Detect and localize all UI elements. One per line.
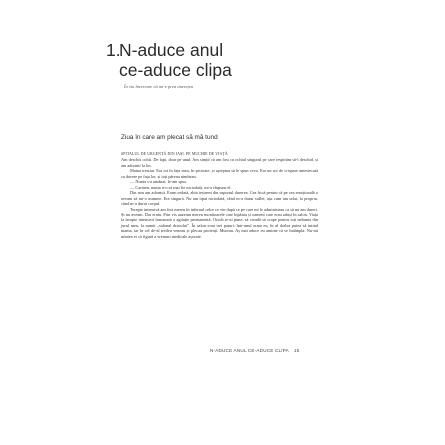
paragraph: — Nunta s-a amânat, le-am spus.: [130, 179, 188, 185]
page-number: 15: [293, 348, 300, 353]
paragraph: — Carmen, nunta n-o să mai fie niciodată, mi-a răspuns el.: [130, 184, 232, 190]
paragraph: Mama trestiar. Era tot în fața mea, în picioare, și așteptau să le spun ceva. Era un soi de crispare amestecată cu durere pe fața lor, și toți păreau nimbeau.: [121, 168, 318, 179]
paragraph: Din nou am adormit. Eram sedată, abia ieșisem din suportul durerea. Cea frică pentru că pe cea emoțională o aveam să mi-o asumez. Era singură. Nu am tipat niciodată, când m-a durut suflet, așa cum am urlat, la propriu, când m-a durut corpul.: [121, 190, 318, 207]
paragraph: [121, 152, 318, 168]
chapter-title-line-1: N-aduce anul: [119, 40, 224, 60]
running-head: N-ADUCE ANUL CE-ADUCE CLIPA: [210, 348, 289, 353]
chapter-number: 1.: [106, 40, 121, 60]
paragraph-text: Am deschis ochii. De fapt, doar pe unul. Am simțit că am fost cu ochiul singurul pe care respirăm să-l deschid, și am adormit la loc.: [121, 157, 318, 168]
chapter-heading: [106, 40, 353, 80]
page-footer: [210, 348, 322, 353]
chapter-title-line-2: ce-aduce clipa: [119, 60, 232, 80]
caps-lead-line: SPITALUL DE URGENȚĂ DIN IAȘI. PE MUCHIE DE VIAȚĂ: [121, 152, 228, 156]
paragraph: Terapie intensivă am fost mereu în infernul celor ce vin după ce pe care mi le administrau ca să nu am dureri. Și nu aveam. Dar eram. Prin vis auzeam mereu monitoarele care bipăiau și oameni care erau aduși în salon. Viața la terapie intensivă înseamnă o agitație permanentă. Oricât te-ai pune, să creadă să scape pentru toți nebunia din jurul meu, la numit „salonul dracului”. În salon erau trei paturi: într-unul eram eu, în al doilea putea să intind mama, iar în cel de-al treilea veneau și plecau pacienți. Mureau. Aș mai aduce eu aminte că se întâmpla. Nu-mi mintea ei că figură a vremuri medicale așezate.: [121, 206, 318, 239]
body-text: [121, 152, 318, 239]
epigraph: În viu încercare că mi-e prea tinerețea: [124, 84, 194, 89]
section-title: Ziua în care am plecat să mă tund: [121, 134, 218, 141]
